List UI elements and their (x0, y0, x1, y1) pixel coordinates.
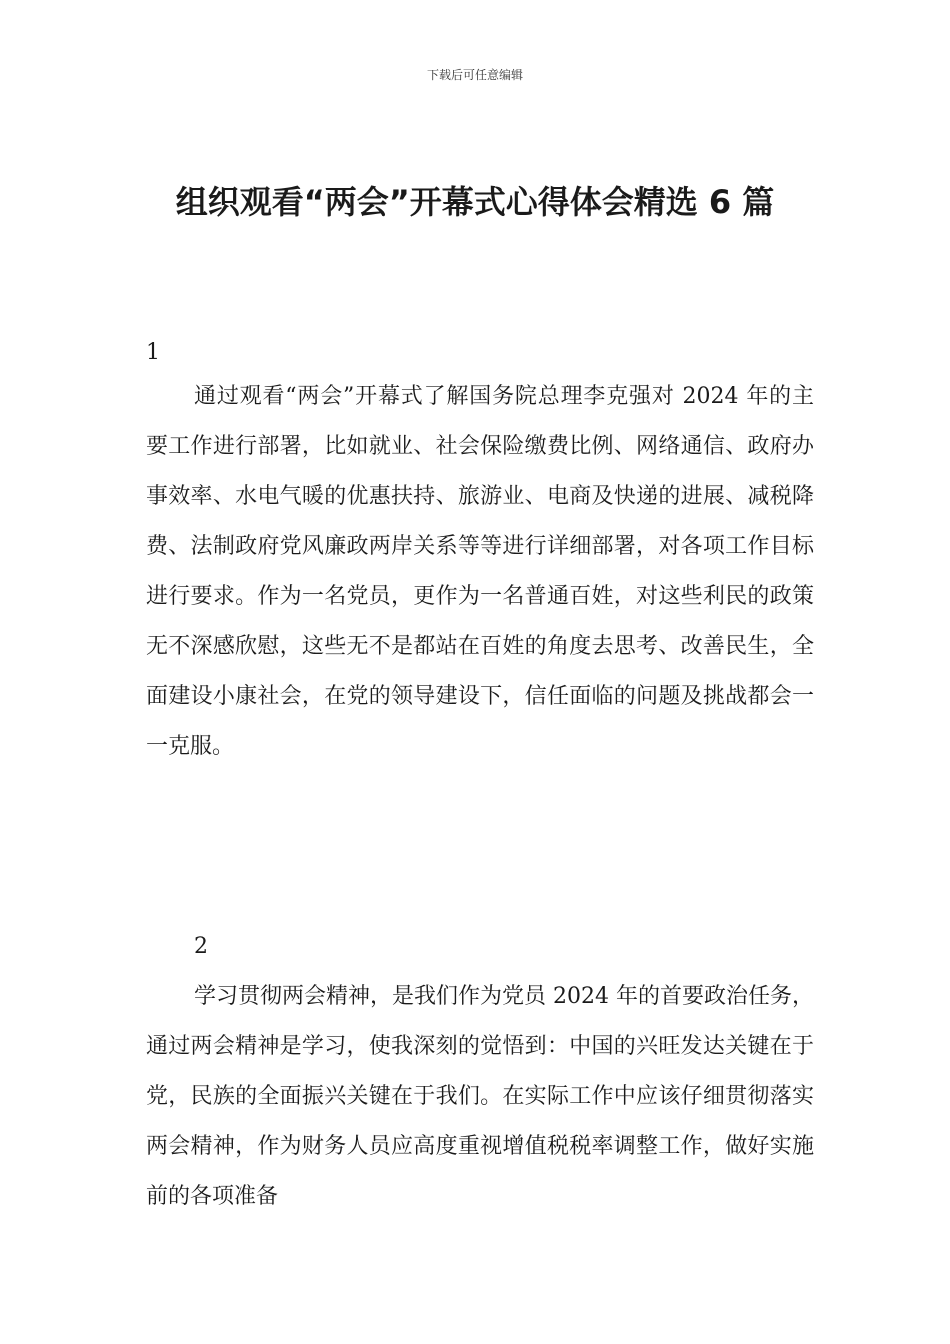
section-paragraph: 通过观看“两会”开幕式了解国务院总理李克强对 2024 年的主要工作进行部署，比如就业、社会保险缴费比例、网络通信、政府办事效率、水电气暖的优惠扶持、旅游业、电商及快递的进展、减税降费、法制政府党风廉政两岸关系等等进行详细部署，对各项工作目标进行要求。作为一名党员，更作为一名普通百姓，对这些利民的政策无不深感欣慰，这些无不是都站在百姓的角度去思考、改善民生，全面建设小康社会，在党的领导建设下，信任面临的问题及挑战都会一一克服。 (146, 384, 814, 759)
document-title: 组织观看“两会”开幕式心得体会精选 6 篇 (175, 183, 775, 221)
section-number: 2 (194, 934, 208, 959)
section-number: 1 (146, 340, 160, 365)
section-paragraph: 学习贯彻两会精神，是我们作为党员 2024 年的首要政治任务，通过两会精神是学习，使我深刻的觉悟到：中国的兴旺发达关键在于党，民族的全面振兴关键在于我们。在实际工作中应该仔细贯彻落实两会精神，作为财务人员应高度重视增值税税率调整工作，做好实施前的各项准备 (146, 984, 814, 1209)
header-note: 下载后可任意编辑 (426, 68, 523, 82)
